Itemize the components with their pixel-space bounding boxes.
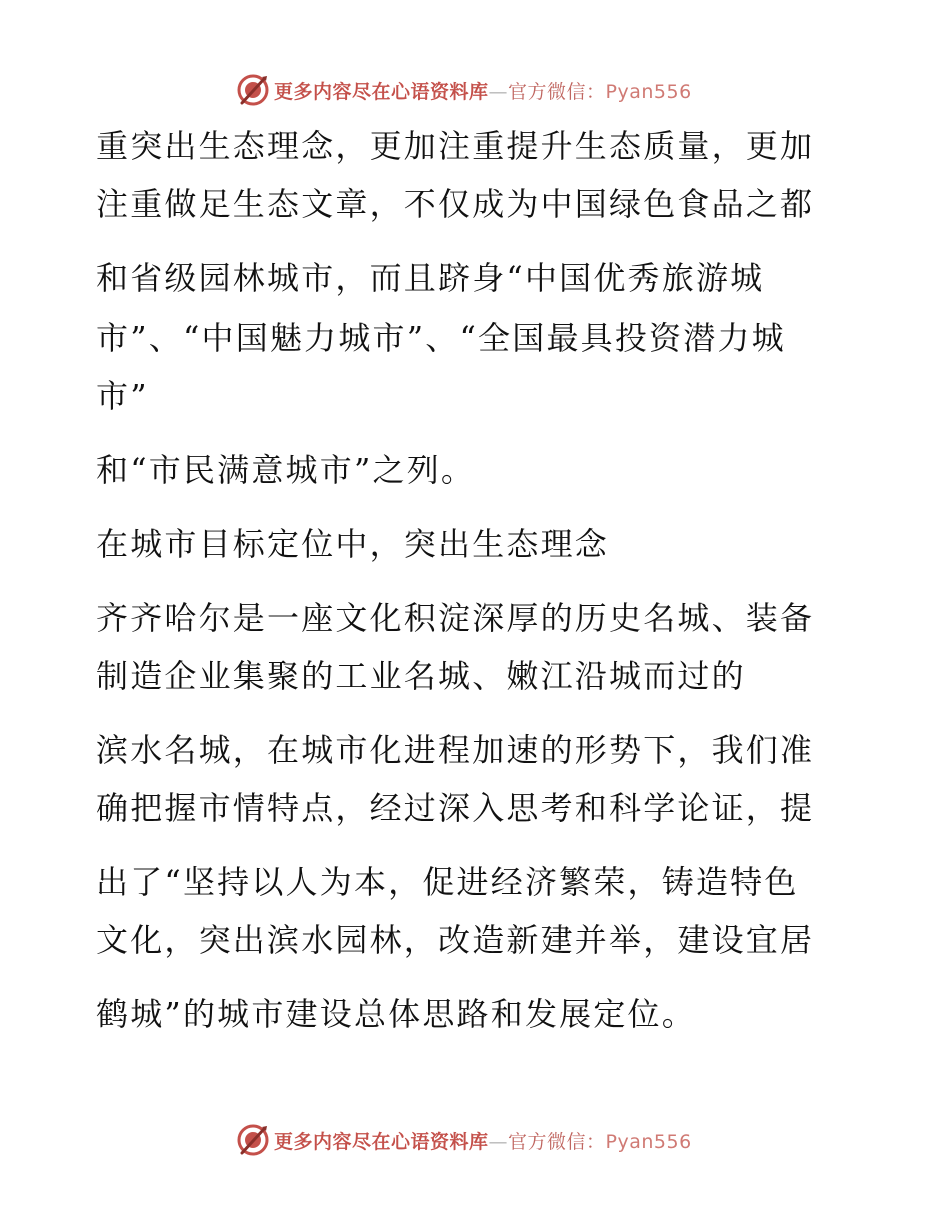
- body-text-line: 制造企业集聚的工业名城、嫩江沿城而过的: [96, 657, 746, 695]
- body-text-line: 齐齐哈尔是一座文化积淀深厚的历史名城、装备: [96, 599, 815, 637]
- body-text-line: 市”、“中国魅力城市”、“全国最具投资潜力城: [96, 319, 786, 357]
- body-text-line: 重突出生态理念，更加注重提升生态质量，更加: [96, 127, 815, 165]
- brush-logo-icon: [236, 73, 270, 107]
- header-watermark: [236, 72, 716, 108]
- body-text-line: 确把握市情特点，经过深入思考和科学论证，提: [96, 789, 815, 827]
- body-text-line: 滨水名城，在城市化进程加速的形势下，我们准: [96, 731, 815, 769]
- body-text-line: 鹤城”的城市建设总体思路和发展定位。: [96, 995, 696, 1033]
- body-text-line: 和“市民满意城市”之列。: [96, 451, 476, 489]
- footer-watermark: [236, 1122, 716, 1158]
- body-text-line: 注重做足生态文章，不仅成为中国绿色食品之都: [96, 185, 815, 223]
- body-text-line: 市”: [96, 377, 149, 415]
- body-text-line: 出了“坚持以人为本，促进经济繁荣，铸造特色: [96, 863, 799, 901]
- body-text-line: 文化，突出滨水园林，改造新建并举，建设宜居: [96, 921, 815, 959]
- section-heading: 在城市目标定位中，突出生态理念: [96, 525, 610, 563]
- watermark-text: 更多内容尽在心语资料库—官方微信：Pyan556: [274, 80, 692, 103]
- watermark-text: 更多内容尽在心语资料库—官方微信：Pyan556: [274, 1130, 692, 1153]
- body-text-line: 和省级园林城市，而且跻身“中国优秀旅游城: [96, 259, 765, 297]
- brush-logo-icon: [236, 1123, 270, 1157]
